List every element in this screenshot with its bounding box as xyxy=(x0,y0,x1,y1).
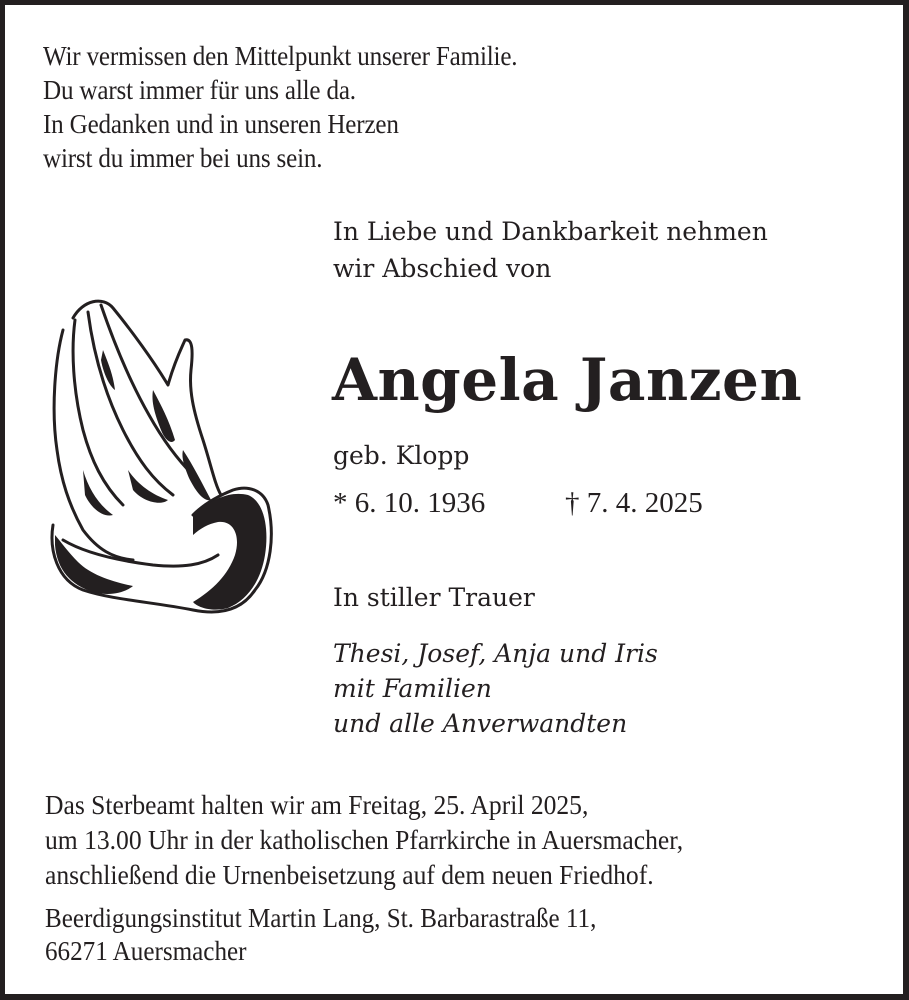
motto-line: wirst du immer bei uns sein. xyxy=(43,143,323,173)
funeral-service-info xyxy=(45,787,731,892)
service-line: Das Sterbeamt halten wir am Freitag, 25. April 2025, xyxy=(45,789,589,820)
motto-line: In Gedanken und in unseren Herzen xyxy=(43,109,399,139)
service-line: anschließend die Urnenbeisetzung auf dem neuen Friedhof. xyxy=(45,859,654,890)
life-dates xyxy=(333,483,703,523)
undertaker-info xyxy=(45,902,638,968)
maiden-name: geb. Klopp xyxy=(333,441,470,470)
mourner-line: mit Familien xyxy=(333,674,492,703)
motto-line: Wir vermissen den Mittelpunkt unserer Familie. xyxy=(43,41,518,71)
mourner-line: Thesi, Josef, Anja und Iris xyxy=(333,639,658,668)
praying-hands-icon xyxy=(43,290,275,620)
undertaker-line: Beerdigungsinstitut Martin Lang, St. Barbarastraße 11, xyxy=(45,903,597,933)
intro-line: In Liebe und Dankbarkeit nehmen xyxy=(333,217,768,246)
motto-line: Du warst immer für uns alle da. xyxy=(43,75,356,105)
birth-date: * 6. 10. 1936 xyxy=(333,487,486,519)
mourners-list xyxy=(333,636,658,741)
intro-line: wir Abschied von xyxy=(333,254,552,283)
mourning-heading: In stiller Trauer xyxy=(333,583,535,612)
deceased-name: Angela Janzen xyxy=(332,346,803,414)
mourner-line: und alle Anverwandten xyxy=(333,709,628,738)
motto-verse xyxy=(43,39,553,175)
service-line: um 13.00 Uhr in der katholischen Pfarrkirche in Auersmacher, xyxy=(45,824,684,855)
undertaker-line: 66271 Auersmacher xyxy=(45,936,247,966)
death-date: † 7. 4. 2025 xyxy=(565,487,703,519)
intro-text xyxy=(333,213,768,287)
